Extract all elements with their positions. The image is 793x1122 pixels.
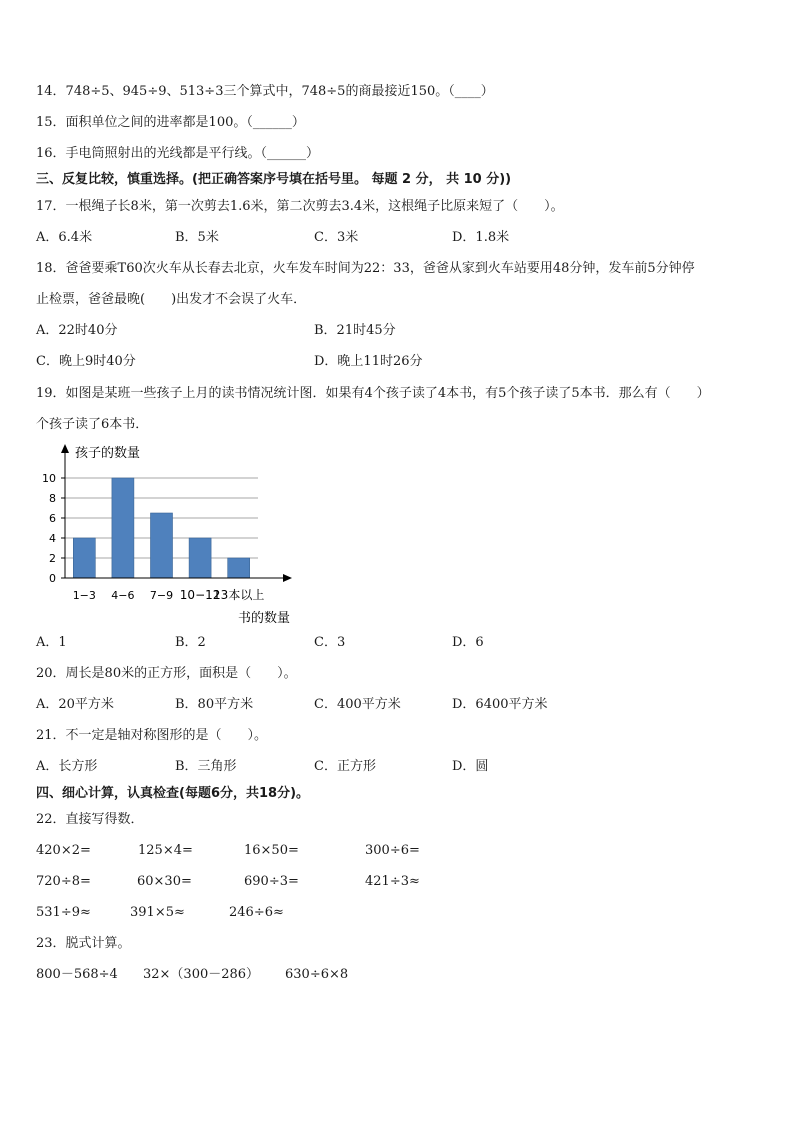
question-19-line-2: 个孩子读了6本书． — [36, 417, 149, 432]
q20-option-a: A．20平方米 — [36, 697, 114, 712]
q17-option-d: D．1.8米 — [452, 230, 510, 245]
calc-item: 125×4= — [138, 843, 193, 858]
question-16: 16．手电筒照射出的光线都是平行线。（______） — [36, 146, 320, 161]
q18-option-a: A．22时40分 — [36, 323, 118, 338]
question-23: 23．脱式计算。 — [36, 936, 131, 951]
q20-option-d: D．6400平方米 — [452, 697, 548, 712]
q19-option-c: C．3 — [314, 635, 346, 650]
q19-option-b: B．2 — [175, 635, 206, 650]
q17-option-c: C．3米 — [314, 230, 359, 245]
y-tick-label: 6 — [49, 512, 56, 525]
calc-item: 246÷6≈ — [229, 905, 284, 920]
q21-option-b: B．三角形 — [175, 759, 237, 774]
bar-2 — [112, 478, 134, 578]
calc-item: 420×2= — [36, 843, 91, 858]
calc-item: 800－568÷4 — [36, 967, 118, 982]
q19-option-a: A．1 — [36, 635, 67, 650]
y-axis-arrow — [61, 444, 69, 453]
q18-option-b: B．21时45分 — [314, 323, 396, 338]
calc-item: 720÷8= — [36, 874, 91, 889]
bar-3 — [151, 513, 173, 578]
q19-option-d: D．6 — [452, 635, 484, 650]
x-category-label: 4−6 — [111, 589, 135, 602]
q21-option-d: D．圆 — [452, 759, 489, 774]
x-category-label: 7−9 — [149, 589, 174, 602]
x-axis-label: 书的数量 — [238, 611, 291, 626]
y-axis-label: 孩子的数量 — [75, 446, 141, 461]
section-3-heading: 三、反复比较，慎重选择。(把正确答案序号填在括号里。 每题 2 分， 共 10 分)) — [36, 172, 512, 187]
question-15: 15．面积单位之间的进率都是100。（______） — [36, 115, 305, 130]
y-tick-label: 10 — [42, 472, 56, 485]
section-4-heading: 四、细心计算，认真检查(每题6分，共18分)。 — [36, 786, 310, 801]
q18-option-d: D．晚上11时26分 — [314, 354, 423, 369]
calc-item: 531÷9≈ — [36, 905, 91, 920]
q21-option-a: A．长方形 — [36, 759, 98, 774]
question-18-line-2: 止检票，爸爸最晚( )出发才不会误了火车． — [36, 292, 307, 307]
calc-item: 630÷6×8 — [285, 967, 349, 982]
question-18-line-1: 18．爸爸要乘T60次火车从长春去北京，火车发车时间为22：33，爸爸从家到火车站要用48分钟，发车前5分钟停 — [36, 261, 695, 276]
q20-option-c: C．400平方米 — [314, 697, 401, 712]
q17-option-a: A．6.4米 — [36, 230, 93, 245]
question-19-line-1: 19．如图是某班一些孩子上月的读书情况统计图．如果有4个孩子读了4本书，有5个孩子读了5本书．那么有（ ） — [36, 386, 710, 401]
calc-item: 300÷6= — [365, 843, 420, 858]
question-14: 14．748÷5、945÷9、513÷3三个算式中，748÷5的商最接近150。（____） — [36, 84, 494, 99]
x-category-label: 1−3 — [72, 589, 96, 602]
y-tick-label: 2 — [49, 552, 56, 565]
question-20: 20．周长是80米的正方形，面积是（ ）。 — [36, 666, 297, 681]
calc-item: 16×50= — [244, 843, 299, 858]
x-axis-arrow — [283, 574, 292, 582]
q17-option-b: B．5米 — [175, 230, 219, 245]
bar-1 — [73, 538, 95, 578]
question-17: 17．一根绳子长8米，第一次剪去1.6米，第二次剪去3.4米，这根绳子比原来短了（ ）。 — [36, 199, 564, 214]
calc-item: 690÷3= — [244, 874, 299, 889]
reading-bar-chart — [30, 438, 320, 630]
question-22: 22．直接写得数． — [36, 812, 144, 827]
q20-option-b: B．80平方米 — [175, 697, 254, 712]
bar-4 — [189, 538, 211, 578]
calc-item: 421÷3≈ — [365, 874, 420, 889]
bar-5 — [228, 558, 250, 578]
y-tick-label: 8 — [49, 492, 56, 505]
q18-option-c: C．晚上9时40分 — [36, 354, 136, 369]
q21-option-c: C．正方形 — [314, 759, 376, 774]
calc-item: 32×（300－286） — [143, 967, 260, 982]
y-tick-label: 4 — [49, 532, 56, 545]
question-21: 21．不一定是轴对称图形的是（ ）。 — [36, 728, 268, 743]
calc-item: 391×5≈ — [130, 905, 185, 920]
x-category-label: 13本以上 — [213, 588, 265, 602]
y-tick-label: 0 — [49, 572, 56, 585]
x-category-label: 10−12 — [179, 588, 221, 602]
calc-item: 60×30= — [137, 874, 192, 889]
